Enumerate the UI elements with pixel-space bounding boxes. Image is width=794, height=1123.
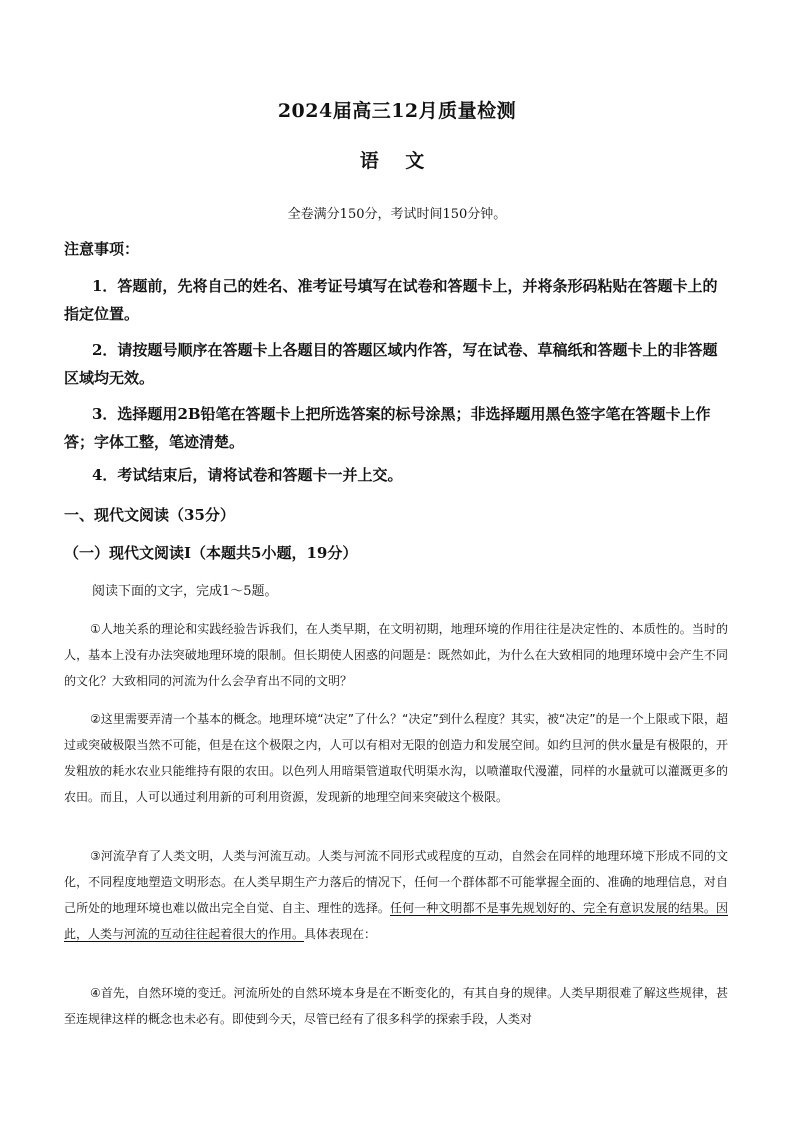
subject-title: 语 文 (359, 150, 435, 172)
notice-item-4: 4．考试结束后，请将试卷和答题卡一并上交。 (92, 466, 403, 484)
notice-item-1: 1．答题前，先将自己的姓名、准考证号填写在试卷和答题卡上，并将条形码粘贴在答题卡上的指定位置。 (64, 277, 718, 323)
reading-instruction: 阅读下面的文字，完成1～5题。 (92, 584, 278, 599)
exam-time-note: 全卷满分150分，考试时间150分钟。 (287, 207, 507, 222)
section-heading: 一、现代文阅读（35分） (64, 506, 235, 524)
passage-paragraph-3 (64, 843, 728, 947)
notice-item-2: 2．请按题号顺序在答题卡上各题目的答题区域内作答，写在试卷、草稿纸和答题卡上的非答题区域均无效。 (64, 341, 718, 387)
subsection-heading: （一）现代文阅读Ⅰ（本题共5小题，19分） (64, 544, 358, 562)
notice-item-3: 3．选择题用2B铅笔在答题卡上把所选答案的标号涂黑；非选择题用黑色签字笔在答题卡上作答；字体工整，笔迹清楚。 (64, 405, 711, 451)
paragraph-3-text-b: 具体表现在： (304, 927, 377, 941)
passage-paragraph-4: ④首先，自然环境的变迁。河流所处的自然环境本身是在不断变化的，有其自身的规律。人类早期很难了解这些规律，甚至连规律这样的概念也未必有。即使到今天，尽管已经有了很多科学的探索手段，人类对 (64, 986, 728, 1026)
paragraph-3-text-a: ③河流孕育了人类文明，人类与河流互动。人类与河流不同形式或程度的互动，自然会在同样的地理环境下形成不同的文化，不同程度地塑造文明形态。在人类早期生产力落后的情况下，任何一个群体都不可能掌握全面的、准确的地理信息，对自己所处的地理环境也难以做出完全自觉、自主、理性的选择。 (64, 849, 728, 915)
exam-title: 2024届高三12月质量检测 (277, 100, 517, 122)
passage-paragraph-1: ①人地关系的理论和实践经验告诉我们，在人类早期，在文明初期，地理环境的作用往往是决定性的、本质性的。当时的人，基本上没有办法突破地理环境的限制。但长期使人困惑的问题是：既然如此，为什么在大致相同的地理环境中会产生不同的文化？大致相同的河流为什么会孕育出不同的文明？ (64, 622, 728, 688)
passage-paragraph-2: ②这里需要弄清一个基本的概念。地理环境“决定”了什么？“决定”到什么程度？其实，被“决定”的是一个上限或下限，超过或突破极限当然不可能，但是在这个极限之内，人可以有相对无限的创造力和发展空间。如约旦河的供水量是有极限的，开发粗放的耗水农业只能维持有限的农田。以色列人用暗渠管道取代明渠水沟，以喷灌取代漫灌，同样的水量就可以灌溉更多的农田。而且，人可以通过利用新的可利用资源，发现新的地理空间来突破这个极限。 (64, 712, 728, 804)
notice-heading: 注意事项： (64, 240, 140, 258)
underlined-sentence: 任何一种文明都不是事先规划好的、完全有意识发展的结果。因此，人类与河流的互动往往起着很大的作用。 (64, 901, 728, 941)
